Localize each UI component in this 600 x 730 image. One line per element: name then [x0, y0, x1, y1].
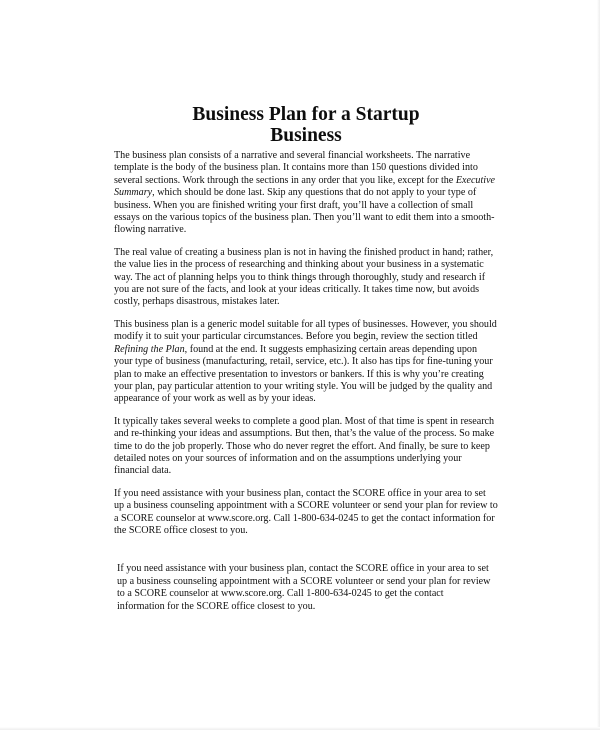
paragraph-text: The real value of creating a business plan is not in having the finished product in hand; rather, the value lies in the process of researching and thinking about your business in a systematic way. The act of planning helps you to think things through thoroughly, study and research if you are not sure of the facts, and look at your ideas critically. It takes time now, but avoids costly, perhaps disastrous, mistakes later. — [114, 246, 494, 308]
paragraph-intro — [114, 150, 498, 237]
paragraph-score-assistance-repeat — [117, 563, 491, 613]
title-line-2: Business — [270, 125, 342, 146]
document-body — [114, 104, 498, 623]
emphasis-executive-summary: Executive Summary — [114, 174, 496, 199]
paragraph-text: If you need assistance with your business plan, contact the SCORE office in your area to set up a business counseling appointment with a SCORE volunteer or send your plan for review to a SCORE counselor at www.score.org. Call 1-800-634-0245 to get the contact information for the SCORE office closest to you. — [117, 563, 491, 612]
paragraph-text: The business plan consists of a narrative and several financial worksheets. The narrative template is the body of the business plan. It contains more than 150 questions divided into several sections. Work through the sections in any order that you like, except for the — [114, 150, 478, 186]
emphasis-refining-the-plan: Refining the Plan — [114, 343, 185, 355]
paragraph-text: This business plan is a generic model suitable for all types of businesses. However, you should modify it to suit your particular circumstances. Before you begin, review the section titled — [114, 318, 497, 343]
paragraph-text: , which should be done last. Skip any questions that do not apply to your type of business. When you are finished writing your first draft, you’ll have a collection of small essays on the various topics of the business plan. Then you’ll want to edit them into a smooth-flowing narrative. — [114, 187, 495, 236]
paragraph-text: It typically takes several weeks to complete a good plan. Most of that time is spent in research and re-thinking your ideas and assumptions. But then, that’s the value of the process. So make time to do the job properly. Those who do never regret the effort. And finally, be sure to keep detailed notes on your sources of information and on the assumptions underlying your financial data. — [114, 415, 495, 477]
paragraph-text: , found at the end. It suggests emphasizing certain areas depending upon your type of business (manufacturing, retail, service, etc.). It also has tips for fine-tuning your plan to make an effective presentation to investors or bankers. If this is why you’re creating your plan, pay particular attention to your writing style. You will be judged by the quality and appearance of your work as well as by your ideas. — [114, 343, 493, 405]
paragraph-score-assistance — [114, 488, 498, 538]
document-title — [114, 104, 498, 146]
paragraph-time — [114, 416, 498, 478]
paragraph-generic-model — [114, 319, 498, 406]
paragraph-real-value — [114, 247, 498, 309]
title-line-1: Business Plan for a Startup — [192, 104, 420, 125]
paragraph-text: If you need assistance with your business plan, contact the SCORE office in your area to set up a business counseling appointment with a SCORE volunteer or send your plan for review to a SCORE counselor at www.score.org. Call 1-800-634-0245 to get the contact information for the SCORE office closest to you. — [114, 487, 498, 536]
